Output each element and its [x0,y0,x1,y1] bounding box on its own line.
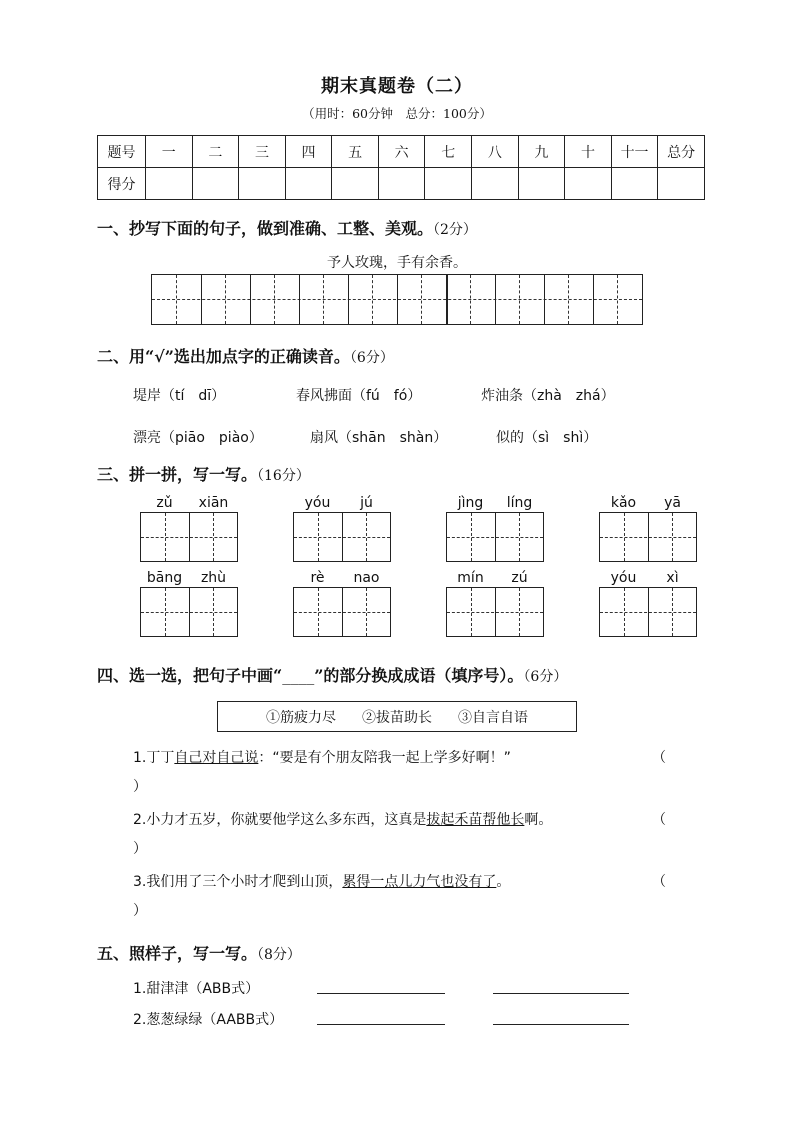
score-table-score-row [98,168,705,200]
score-cell[interactable] [239,168,286,200]
pron-item[interactable] [310,427,447,447]
score-col: 总分 [658,136,705,168]
section2-heading-text: 二、用“√”选出加点字的正确读音。 [97,347,350,366]
score-cell[interactable] [378,168,425,200]
answer-line[interactable] [317,1024,445,1025]
pron-word: 漂亮 [133,430,161,446]
score-table-header-row [98,136,705,168]
pron-item[interactable] [496,427,597,447]
sentence-pre: 1.丁丁 [133,750,175,766]
pinyin-label: yóu [304,495,331,511]
char-grid[interactable] [140,587,238,637]
section4-heading-blank: ____ [282,666,315,685]
section1-heading [97,216,477,239]
char-grid[interactable] [140,512,238,562]
pinyin-label: nao [353,570,380,586]
answer-line[interactable] [493,1024,629,1025]
answer-paren-close: ） [133,779,147,795]
score-table-label: 得分 [98,168,146,200]
pron-word: 似的 [496,430,524,446]
score-col: 四 [285,136,332,168]
pinyin-label: jìng [457,495,484,511]
pron-item[interactable] [133,427,263,447]
score-cell[interactable] [146,168,193,200]
score-cell[interactable] [472,168,519,200]
answer-paren-open[interactable]: （ [652,812,666,828]
pron-word: 扇风 [310,430,338,446]
section1-points: （2分） [433,222,477,238]
idiom-option: ①筋疲力尽 [266,709,336,726]
pinyin-label: rè [310,570,325,586]
page-subtitle: （用时：60分钟 总分：100分） [302,106,492,121]
score-col: 九 [518,136,565,168]
score-col: 一 [146,136,193,168]
pinyin-label: zú [511,570,528,586]
section4-points: （6分） [523,669,568,685]
pinyin-label: xì [666,570,679,586]
char-grid[interactable] [293,512,391,562]
pinyin-label: kǎo [610,495,637,511]
pinyin-label: mín [457,570,484,586]
char-grid[interactable] [293,587,391,637]
section1-heading-text: 一、抄写下面的句子，做到准确、工整、美观。 [97,219,434,238]
section3-heading [97,462,310,485]
score-col: 二 [192,136,239,168]
score-col: 六 [378,136,425,168]
score-col: 十 [565,136,612,168]
pron-options: （zhà zhá） [523,388,615,404]
section3-points: （16分） [257,468,310,484]
pinyin-label: zhù [200,570,227,586]
pron-item[interactable] [296,385,421,405]
char-grid[interactable] [446,587,544,637]
idiom-option: ②拔苗助长 [362,709,432,726]
score-cell[interactable] [425,168,472,200]
section2-points: （6分） [349,350,394,366]
char-grid[interactable] [599,512,697,562]
pinyin-label: bāng [146,570,183,586]
section4-heading [97,663,567,686]
question-sentence [133,871,510,891]
answer-paren-close: ） [133,903,147,919]
score-col: 十一 [611,136,658,168]
sentence-pre: 2.小力才五岁，你就要他学这么多东西，这真是 [133,812,427,828]
sentence-post: 。 [496,874,511,890]
page-title: 期末真题卷（二） [321,76,473,97]
score-table-label: 题号 [98,136,146,168]
sentence-underlined: 拔起禾苗帮他长 [426,812,525,828]
example-item: 2.葱葱绿绿（AABB式） [133,1012,284,1028]
copy-grid[interactable] [151,274,643,325]
score-cell[interactable] [611,168,658,200]
example-item: 1.甜津津（ABB式） [133,981,260,997]
score-table [97,135,705,200]
answer-paren-open[interactable]: （ [652,874,666,890]
char-grid[interactable] [599,587,697,637]
section2-heading [97,344,394,367]
char-grid[interactable] [446,512,544,562]
pron-word: 炸油条 [481,388,523,404]
idiom-options-box [217,701,577,732]
score-col: 七 [425,136,472,168]
score-cell[interactable] [658,168,705,200]
pron-options: （fú fó） [352,388,422,404]
pinyin-label: yóu [610,570,637,586]
question-sentence [133,809,552,829]
pinyin-label: xiān [198,495,229,511]
section5-heading-text: 五、照样子，写一写。 [97,944,258,963]
score-cell[interactable] [285,168,332,200]
pron-word: 堤岸 [133,388,161,404]
sentence-pre: 3.我们用了三个小时才爬到山顶， [133,874,343,890]
section5-heading [97,941,301,964]
section5-points: （8分） [257,947,301,963]
pron-options: （tí dī） [161,388,226,404]
pron-item[interactable] [481,385,615,405]
pinyin-label: líng [506,495,533,511]
score-cell[interactable] [332,168,379,200]
pron-item[interactable] [133,385,225,405]
section1-sentence: 予人玫瑰，手有余香。 [327,255,467,271]
pron-options: （sì shì） [524,430,598,446]
answer-paren-close: ） [133,841,147,857]
sentence-underlined: 自己对自己说 [174,750,259,766]
section4-heading-post: ”的部分换成成语（填序号）。 [314,666,524,685]
score-cell[interactable] [565,168,612,200]
pron-options: （piāo piào） [161,430,263,446]
answer-paren-open[interactable]: （ [652,750,666,766]
section3-heading-text: 三、拼一拼，写一写。 [97,465,258,484]
score-cell[interactable] [518,168,565,200]
sentence-underlined: 累得一点儿力气也没有了 [342,874,497,890]
score-col: 三 [239,136,286,168]
pinyin-label: zǔ [156,495,173,511]
score-col: 八 [472,136,519,168]
pinyin-label: jú [360,495,373,511]
answer-line[interactable] [317,993,445,994]
pinyin-label: yā [664,495,681,511]
score-col: 五 [332,136,379,168]
idiom-option: ③自言自语 [458,709,528,726]
score-cell[interactable] [192,168,239,200]
question-sentence [133,747,511,767]
sentence-post: ：“要是有个朋友陪我一起上学多好啊！” [258,750,511,766]
answer-line[interactable] [493,993,629,994]
section4-heading-pre: 四、选一选，把句子中画“ [97,666,283,685]
sentence-post: 啊。 [524,812,553,828]
pron-word: 春风拂面 [296,388,352,404]
pron-options: （shān shàn） [338,430,448,446]
